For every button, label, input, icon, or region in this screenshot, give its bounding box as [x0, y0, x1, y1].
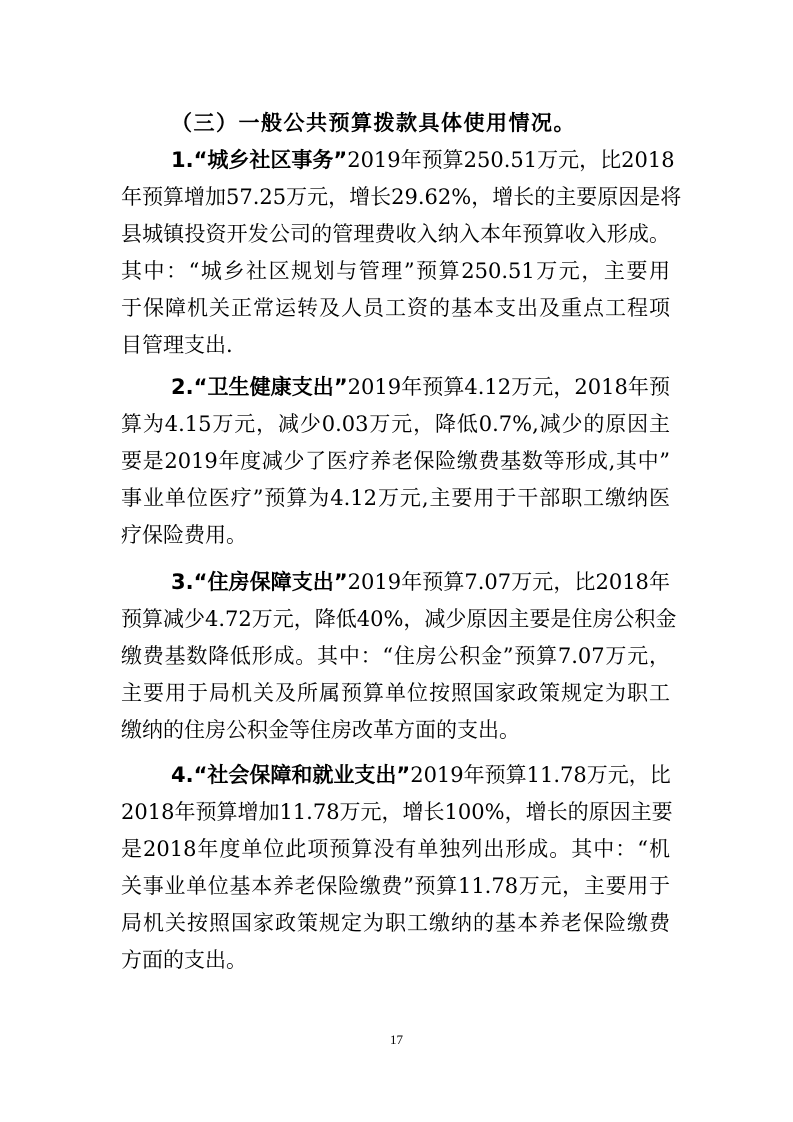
item-1-line-1: 2019年预算250.51万元，比2018: [347, 148, 675, 172]
item-4-line-1: 2019年预算11.78万元，比: [410, 763, 671, 787]
item-4-line-3: 是2018年度单位此项预算没有单独列出形成。其中：“机: [121, 837, 670, 861]
item-4-line-4: 关事业单位基本养老保险缴费”预算11.78万元，主要用于: [121, 874, 670, 898]
item-2-line-5: 疗保险费用。: [121, 523, 247, 547]
item-2-first-line: [171, 377, 670, 398]
item-1-line-4: 其中：“城乡社区规划与管理”预算250.51万元，主要用: [121, 259, 670, 283]
item-4-line-5: 局机关按照国家政策规定为职工缴纳的基本养老保险缴费: [121, 911, 670, 935]
item-4-title: 4.“社会保障和就业支出”: [171, 763, 411, 787]
item-1-first-line: [171, 148, 675, 172]
item-2-line-3: 要是2019年度减少了医疗养老保险缴费基数等形成,其中”: [121, 449, 670, 473]
item-2-title: 2.“卫生健康支出”: [171, 375, 348, 399]
item-4-line-6: 方面的支出。: [121, 948, 247, 972]
item-4-line-2: 2018年预算增加11.78万元，增长100%，增长的原因主要: [121, 800, 673, 824]
item-2-line-1: 2019年预算4.12万元，2018年预: [347, 375, 670, 399]
item-1-title: 1.“城乡社区事务”: [171, 148, 348, 172]
page-number: 17: [390, 1032, 403, 1047]
item-3-line-1: 2019年预算7.07万元，比2018年: [347, 570, 670, 594]
item-3-title: 3.“住房保障支出”: [171, 570, 348, 594]
item-3-line-2: 预算减少4.72万元，降低40%，减少原因主要是住房公积金: [121, 607, 677, 631]
item-2-line-2: 算为4.15万元，减少0.03万元，降低0.7%,减少的原因主: [121, 412, 670, 436]
item-4-first-line: [171, 765, 670, 786]
item-3-line-5: 缴纳的住房公积金等住房改革方面的支出。: [121, 718, 520, 742]
item-3-line-3: 缴费基数降低形成。其中：“住房公积金”预算7.07万元，: [121, 644, 670, 668]
item-1-line-5: 于保障机关正常运转及人员工资的基本支出及重点工程项: [121, 296, 670, 320]
item-3-line-4: 主要用于局机关及所属预算单位按照国家政策规定为职工: [121, 681, 670, 705]
item-1-line-6: 目管理支出.: [121, 333, 233, 357]
item-1-line-3: 县城镇投资开发公司的管理费收入纳入本年预算收入形成。: [121, 222, 670, 246]
section-heading: （三）一般公共预算拨款具体使用情况。: [171, 111, 576, 135]
item-2-line-4: 事业单位医疗”预算为4.12万元,主要用于干部职工缴纳医: [121, 486, 670, 510]
item-3-first-line: [171, 572, 670, 593]
item-1-line-2: 年预算增加57.25万元，增长29.62%，增长的主要原因是将: [121, 185, 682, 209]
